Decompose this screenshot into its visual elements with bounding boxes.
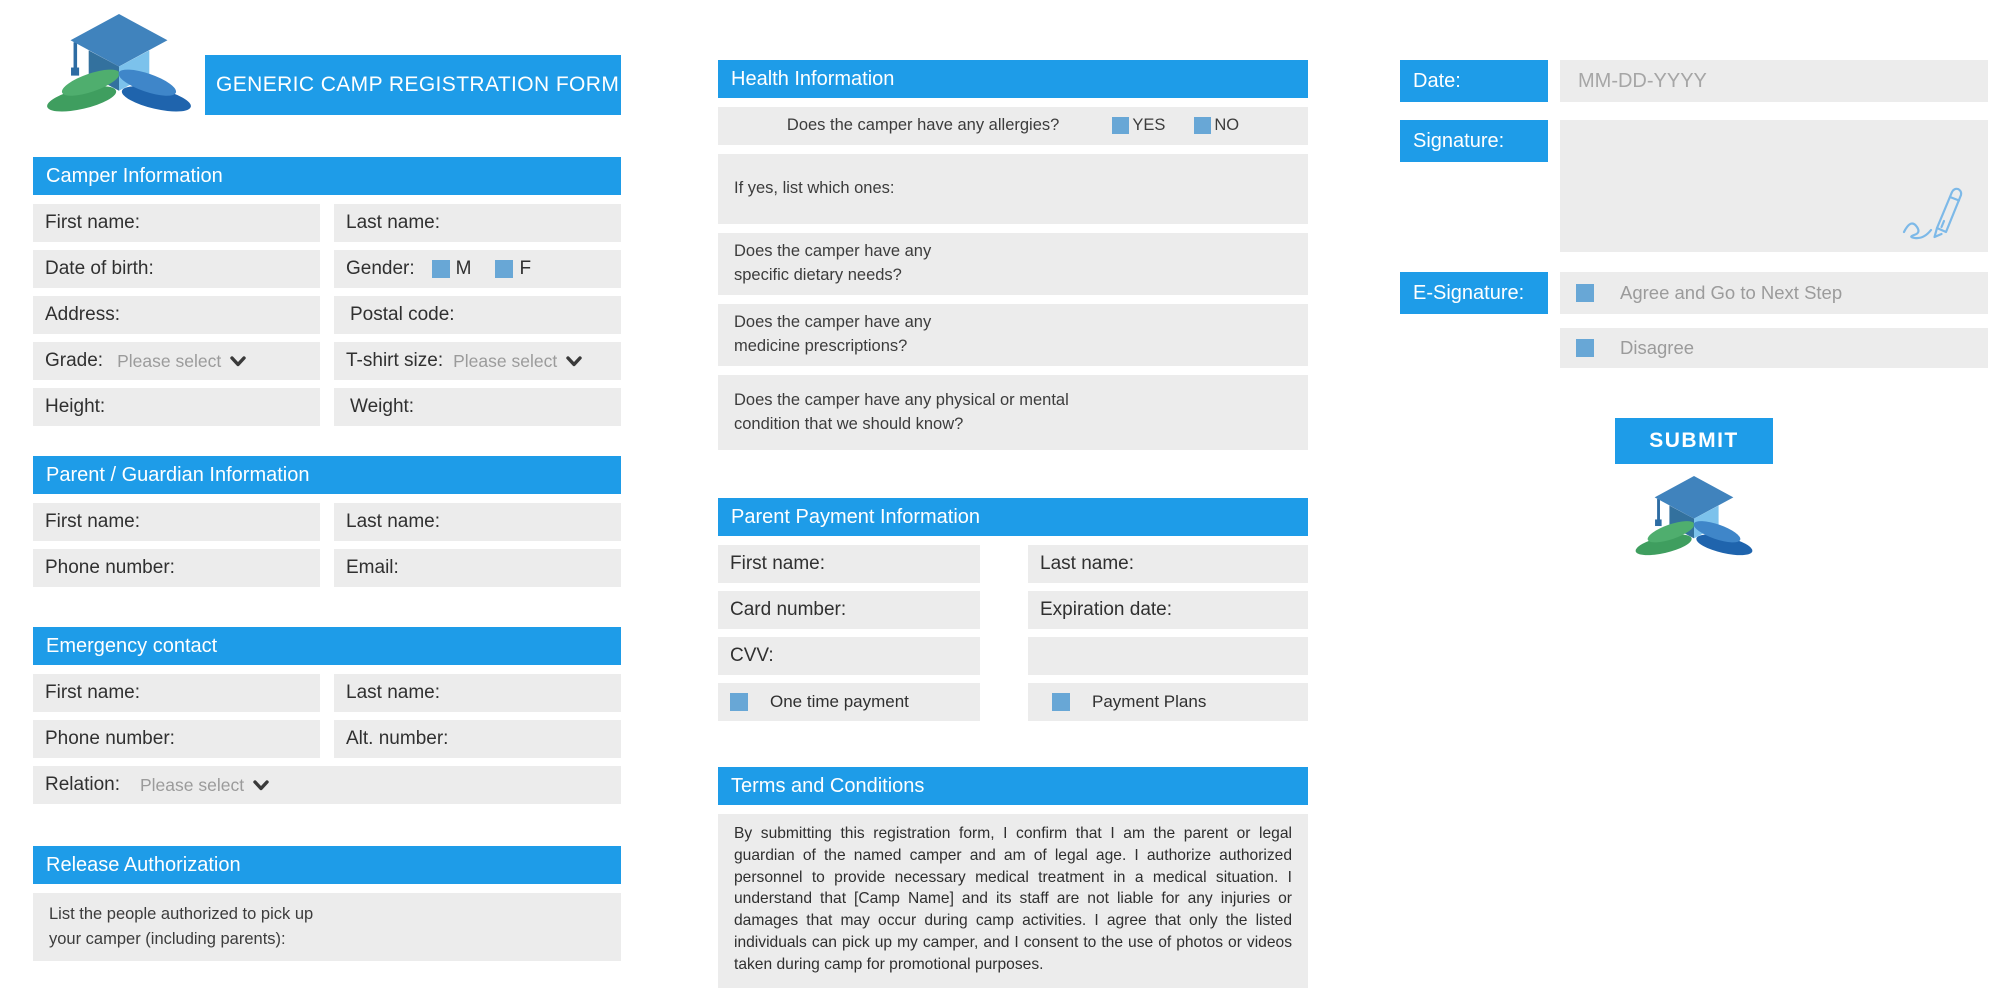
select-placeholder: Please select bbox=[117, 350, 222, 371]
option-label: Payment Plans bbox=[1092, 692, 1207, 711]
health-allergy-list-field[interactable] bbox=[718, 154, 1308, 224]
camper-gender-field bbox=[334, 250, 621, 288]
disagree-label: Disagree bbox=[1620, 337, 1695, 358]
agree-label: Agree and Go to Next Step bbox=[1620, 282, 1843, 303]
question-label: Does the camper have any allergies? bbox=[786, 116, 1060, 135]
signature-label: Signature: bbox=[1400, 120, 1548, 162]
field-label: Relation: bbox=[45, 774, 120, 795]
payment-first-name-field[interactable] bbox=[718, 545, 980, 583]
agree-checkbox[interactable] bbox=[1576, 284, 1594, 302]
one-time-payment-checkbox[interactable] bbox=[730, 693, 748, 711]
payment-empty-field[interactable] bbox=[1028, 637, 1308, 675]
esign-disagree-option[interactable] bbox=[1560, 328, 1988, 368]
health-condition-field[interactable] bbox=[718, 375, 1308, 450]
question-line2: medicine prescriptions? bbox=[734, 337, 908, 355]
section-title: Parent Payment Information bbox=[718, 498, 1308, 536]
health-allergies-row bbox=[718, 107, 1308, 145]
allergies-yes-checkbox[interactable] bbox=[1112, 117, 1129, 134]
emergency-last-name-field[interactable] bbox=[334, 674, 621, 712]
question-line1: Does the camper have any physical or mental bbox=[734, 390, 1069, 409]
camper-dob-field[interactable] bbox=[33, 250, 320, 288]
payment-one-time-option bbox=[718, 683, 980, 721]
section-camper-information bbox=[33, 157, 621, 426]
esign-agree-option[interactable] bbox=[1560, 272, 1988, 314]
field-label: Last name: bbox=[346, 682, 440, 703]
section-title: Release Authorization bbox=[33, 846, 621, 884]
field-label: Last name: bbox=[346, 212, 440, 233]
question-line2: condition that we should know? bbox=[734, 414, 964, 433]
camp-logo-icon bbox=[33, 14, 205, 115]
guardian-email-field[interactable] bbox=[334, 549, 621, 587]
select-placeholder: Please select bbox=[453, 350, 558, 371]
payment-card-number-field[interactable] bbox=[718, 591, 980, 629]
field-label: First name: bbox=[45, 511, 141, 532]
release-text-line1: List the people authorized to pick up bbox=[49, 905, 314, 923]
field-label: Expiration date: bbox=[1040, 599, 1173, 620]
signature-pad[interactable] bbox=[1560, 120, 1988, 252]
emergency-first-name-field[interactable] bbox=[33, 674, 320, 712]
field-label: First name: bbox=[730, 553, 826, 574]
emergency-alt-number-field[interactable] bbox=[334, 720, 621, 758]
field-label: Last name: bbox=[346, 511, 440, 532]
field-label: Email: bbox=[346, 557, 399, 578]
submit-button[interactable]: SUBMIT bbox=[1615, 418, 1773, 464]
field-label: Card number: bbox=[730, 599, 847, 620]
date-label: Date: bbox=[1400, 60, 1548, 102]
section-release-authorization bbox=[33, 846, 621, 961]
question-line1: Does the camper have any bbox=[734, 313, 932, 332]
option-label: One time payment bbox=[770, 692, 909, 711]
camp-logo-icon bbox=[1624, 476, 1764, 558]
section-title: Camper Information bbox=[33, 157, 621, 195]
field-label: First name: bbox=[45, 682, 141, 703]
date-input[interactable] bbox=[1560, 60, 1988, 102]
gender-male-checkbox[interactable] bbox=[432, 260, 450, 278]
section-health-information bbox=[718, 60, 1308, 450]
gender-female-checkbox[interactable] bbox=[495, 260, 513, 278]
field-label: Alt. number: bbox=[346, 728, 449, 749]
payment-last-name-field[interactable] bbox=[1028, 545, 1308, 583]
guardian-first-name-field[interactable] bbox=[33, 503, 320, 541]
field-label: Grade: bbox=[45, 350, 104, 371]
release-text-line2: your camper (including parents): bbox=[49, 929, 286, 948]
right-column bbox=[1400, 60, 1988, 563]
field-label: First name: bbox=[45, 212, 141, 233]
date-row bbox=[1400, 60, 1988, 102]
field-label: T-shirt size: bbox=[346, 350, 444, 371]
allergies-no-checkbox[interactable] bbox=[1194, 117, 1211, 134]
camper-tshirt-size-select[interactable] bbox=[334, 342, 621, 380]
field-label: Address: bbox=[45, 304, 120, 325]
emergency-relation-select[interactable] bbox=[33, 766, 621, 804]
esignature-label: E-Signature: bbox=[1400, 272, 1548, 314]
form-title: GENERIC CAMP REGISTRATION FORM bbox=[205, 55, 621, 115]
left-column bbox=[33, 14, 621, 961]
payment-plans-option bbox=[1028, 683, 1308, 721]
allergies-no-label: NO bbox=[1214, 116, 1240, 135]
field-label: CVV: bbox=[730, 645, 774, 666]
field-label: Phone number: bbox=[45, 557, 175, 578]
section-title: Emergency contact bbox=[33, 627, 621, 665]
field-label: Gender: bbox=[346, 258, 415, 279]
camper-postal-code-field[interactable] bbox=[334, 296, 621, 334]
question-line2: specific dietary needs? bbox=[734, 266, 902, 284]
disagree-checkbox[interactable] bbox=[1576, 339, 1594, 357]
camper-address-field[interactable] bbox=[33, 296, 320, 334]
guardian-last-name-field[interactable] bbox=[334, 503, 621, 541]
camper-first-name-field[interactable] bbox=[33, 204, 320, 242]
question-line1: Does the camper have any bbox=[734, 242, 932, 261]
chevron-down-icon bbox=[566, 356, 582, 367]
signature-row bbox=[1400, 120, 1988, 252]
release-authorization-field[interactable] bbox=[33, 893, 621, 961]
gender-male-label: M bbox=[455, 258, 472, 279]
guardian-phone-field[interactable] bbox=[33, 549, 320, 587]
field-label: Last name: bbox=[1040, 553, 1134, 574]
field-label: Postal code: bbox=[350, 304, 455, 325]
field-label: Date of birth: bbox=[45, 258, 154, 279]
section-title: Health Information bbox=[718, 60, 1308, 98]
health-medicine-field[interactable] bbox=[718, 304, 1308, 366]
emergency-phone-field[interactable] bbox=[33, 720, 320, 758]
camper-grade-select[interactable] bbox=[33, 342, 320, 380]
camper-height-field[interactable] bbox=[33, 388, 320, 426]
section-parent-payment bbox=[718, 498, 1308, 721]
section-guardian-information bbox=[33, 456, 621, 587]
chevron-down-icon bbox=[253, 780, 269, 791]
middle-column bbox=[718, 60, 1308, 988]
chevron-down-icon bbox=[230, 356, 246, 367]
camper-weight-field[interactable] bbox=[334, 388, 621, 426]
section-terms bbox=[718, 767, 1308, 988]
section-title: Terms and Conditions bbox=[718, 767, 1308, 805]
payment-cvv-field[interactable] bbox=[718, 637, 980, 675]
health-dietary-field[interactable] bbox=[718, 233, 1308, 295]
field-label: Weight: bbox=[350, 396, 415, 417]
payment-expiration-field[interactable] bbox=[1028, 591, 1308, 629]
field-label: Phone number: bbox=[45, 728, 175, 749]
section-title: Parent / Guardian Information bbox=[33, 456, 621, 494]
esignature-row bbox=[1400, 272, 1988, 368]
section-emergency-contact bbox=[33, 627, 621, 804]
brand-header bbox=[33, 14, 621, 115]
camper-last-name-field[interactable] bbox=[334, 204, 621, 242]
footer-logo bbox=[1400, 476, 1988, 563]
select-placeholder: Please select bbox=[140, 774, 245, 795]
terms-body-text: By submitting this registration form, I confirm that I am the parent or legal guardian of the named camper and am of legal age. I authorize authorized personnel to provide necessary medical treatment in a medical situation. I understand that [Camp Name] and its staff are not liable for any injuries or damages that may occur during camp activities. I agree that only the listed individuals can pick up my camper, and I consent to the use of photos or videos taken during camp for promotional purposes. bbox=[718, 814, 1308, 988]
question-label: If yes, list which ones: bbox=[734, 179, 895, 198]
payment-plans-checkbox[interactable] bbox=[1052, 693, 1070, 711]
gender-female-label: F bbox=[519, 258, 532, 279]
pen-signature-icon bbox=[1900, 180, 1978, 246]
field-label: Height: bbox=[45, 396, 106, 417]
allergies-yes-label: YES bbox=[1132, 116, 1166, 135]
